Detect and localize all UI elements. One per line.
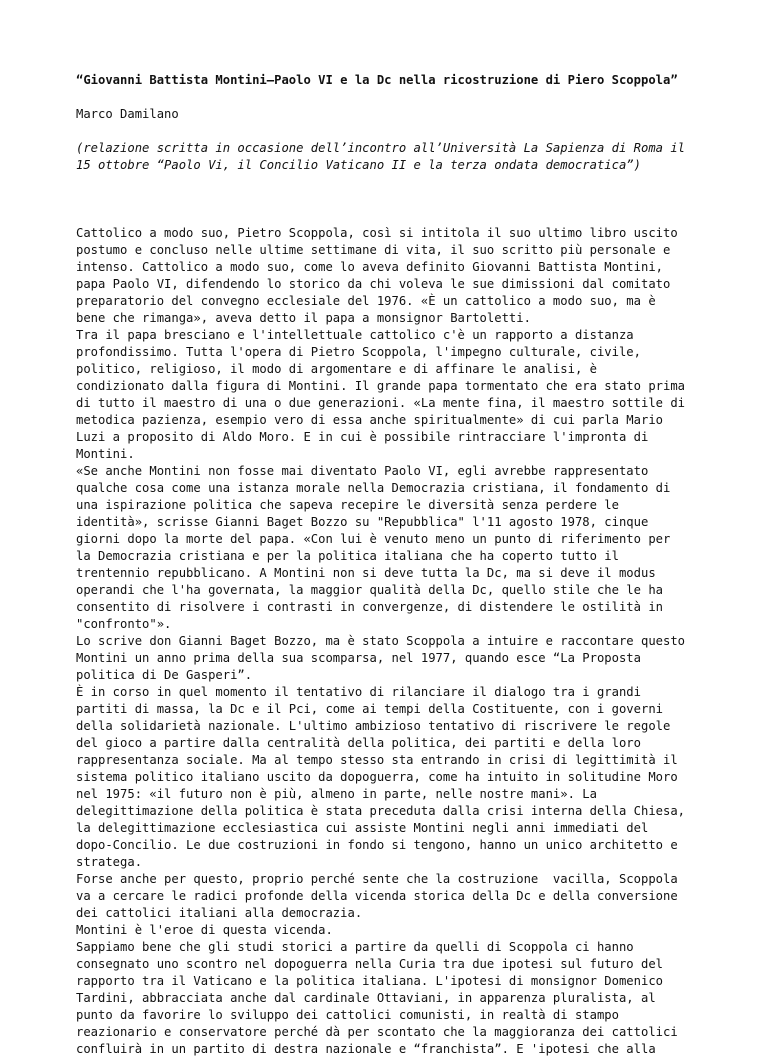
spacer: [76, 174, 736, 225]
body-line: rappresentanza sociale. Ma al tempo stesso sta entrando in crisi di legittimità il: [76, 753, 678, 767]
note-line: (relazione scritta in occasione dell’incontro all’Università La Sapienza di Roma il: [76, 141, 686, 155]
body-line: Forse anche per questo, proprio perché sente che la costruzione vacilla, Scoppola: [76, 872, 678, 886]
body-line: papa Paolo VI, difendendo lo storico da chi voleva le sue dimissioni dal comitato: [76, 277, 671, 291]
body-line: profondissimo. Tutta l'opera di Pietro Scoppola, l'impegno culturale, civile,: [76, 345, 641, 359]
body-line: giorni dopo la morte del papa. «Con lui è venuto meno un punto di riferimento per: [76, 532, 671, 546]
body-line: rapporto tra il Vaticano e la politica italiana. L'ipotesi di monsignor Domenico: [76, 974, 663, 988]
document-note: [76, 140, 736, 174]
body-line: stratega.: [76, 855, 143, 869]
body-line: sistema politico italiano uscito da dopoguerra, come ha intuito in solitudine Moro: [76, 770, 678, 784]
body-line: dei cattolici italiani alla democrazia.: [76, 906, 363, 920]
body-line: del gioco a partire dalla centralità della politica, dei partiti e della loro: [76, 736, 641, 750]
body-line: di tutto il maestro di una o due generazioni. «La mente fina, il maestro sottile di: [76, 396, 686, 410]
body-line: consentito di risolvere i contrasti in convergenze, di distendere le ostilità in: [76, 600, 663, 614]
body-line: la Democrazia cristiana e per la politica italiana che ha coperto tutto il: [76, 549, 619, 563]
spacer: [76, 89, 736, 106]
spacer: [76, 123, 736, 140]
body-line: postumo e concluso nelle ultime settimane di vita, il suo scritto più personale e: [76, 243, 671, 257]
document-body: [76, 225, 736, 1058]
body-line: intenso. Cattolico a modo suo, come lo aveva definito Giovanni Battista Montini,: [76, 260, 663, 274]
body-line: punto da favorire lo sviluppo dei cattolici comunisti, in realtà di stampo: [76, 1008, 619, 1022]
body-line: va a cercare le radici profonde della vicenda storica della Dc e della conversione: [76, 889, 678, 903]
body-line: condizionato dalla figura di Montini. Il grande papa tormentato che era stato prima: [76, 379, 686, 393]
body-line: nel 1975: «il futuro non è più, almeno in parte, nelle nostre mani». La: [76, 787, 597, 801]
body-line: una ispirazione politica che sapeva recepire le diversità senza perdere le: [76, 498, 619, 512]
body-line: dopo-Concilio. Le due costruzioni in fondo si tengono, hanno un unico architetto e: [76, 838, 678, 852]
body-line: operandi che l'ha governata, la maggior qualità della Dc, quello stile che le ha: [76, 583, 663, 597]
body-line: partiti di massa, la Dc e il Pci, come ai tempi della Costituente, con i governi: [76, 702, 663, 716]
body-line: Montini.: [76, 447, 135, 461]
body-line: Lo scrive don Gianni Baget Bozzo, ma è stato Scoppola a intuire e raccontare questo: [76, 634, 686, 648]
body-line: "confronto"».: [76, 617, 172, 631]
body-line: confluirà in un partito di destra nazionale e “franchista”. E 'ipotesi che alla: [76, 1042, 656, 1056]
body-line: Montini è l'eroe di questa vicenda.: [76, 923, 333, 937]
body-line: consegnato uno scontro nel dopoguerra nella Curia tra due ipotesi sul futuro del: [76, 957, 663, 971]
body-line: «Se anche Montini non fosse mai diventato Paolo VI, egli avrebbe rappresentato: [76, 464, 649, 478]
document-title: “Giovanni Battista Montini–Paolo VI e la Dc nella ricostruzione di Piero Scoppola”: [76, 73, 678, 87]
body-line: delegittimazione della politica è stata preceduta dalla crisi interna della Chiesa,: [76, 804, 686, 818]
body-line: politica di De Gasperi”.: [76, 668, 253, 682]
body-line: Tra il papa bresciano e l'intellettuale cattolico c'è un rapporto a distanza: [76, 328, 634, 342]
body-line: identità», scrisse Gianni Baget Bozzo su "Repubblica" l'11 agosto 1978, cinque: [76, 515, 649, 529]
body-line: preparatorio del convegno ecclesiale del 1976. «È un cattolico a modo suo, ma è: [76, 294, 656, 308]
body-line: Tardini, abbracciata anche dal cardinale Ottaviani, in apparenza pluralista, al: [76, 991, 656, 1005]
note-line: 15 ottobre “Paolo Vi, il Concilio Vaticano II e la terza ondata democratica”): [76, 158, 641, 172]
document-page: [76, 72, 736, 1058]
body-line: della solidarietà nazionale. L'ultimo ambizioso tentativo di riscrivere le regole: [76, 719, 671, 733]
body-line: Sappiamo bene che gli studi storici a partire da quelli di Scoppola ci hanno: [76, 940, 634, 954]
body-line: Montini un anno prima della sua scomparsa, nel 1977, quando esce “La Proposta: [76, 651, 641, 665]
body-line: Cattolico a modo suo, Pietro Scoppola, così si intitola il suo ultimo libro uscito: [76, 226, 678, 240]
body-line: Luzi a proposito di Aldo Moro. E in cui è possibile rintracciare l'impronta di: [76, 430, 649, 444]
body-line: politico, religioso, il modo di argomentare e di affinare le analisi, è: [76, 362, 597, 376]
body-line: la delegittimazione ecclesiastica cui assiste Montini negli anni immediati del: [76, 821, 649, 835]
body-line: trentennio repubblicano. A Montini non si deve tutta la Dc, ma si deve il modus: [76, 566, 656, 580]
body-line: reazionario e conservatore perché dà per scontato che la maggioranza dei cattolici: [76, 1025, 678, 1039]
document-author: Marco Damilano: [76, 107, 179, 121]
body-line: bene che rimanga», aveva detto il papa a monsignor Bartoletti.: [76, 311, 531, 325]
body-line: qualche cosa come una istanza morale nella Democrazia cristiana, il fondamento di: [76, 481, 671, 495]
body-line: È in corso in quel momento il tentativo di rilanciare il dialogo tra i grandi: [76, 685, 641, 699]
body-line: metodica pazienza, esempio vero di essa anche spiritualmente» di cui parla Mario: [76, 413, 663, 427]
